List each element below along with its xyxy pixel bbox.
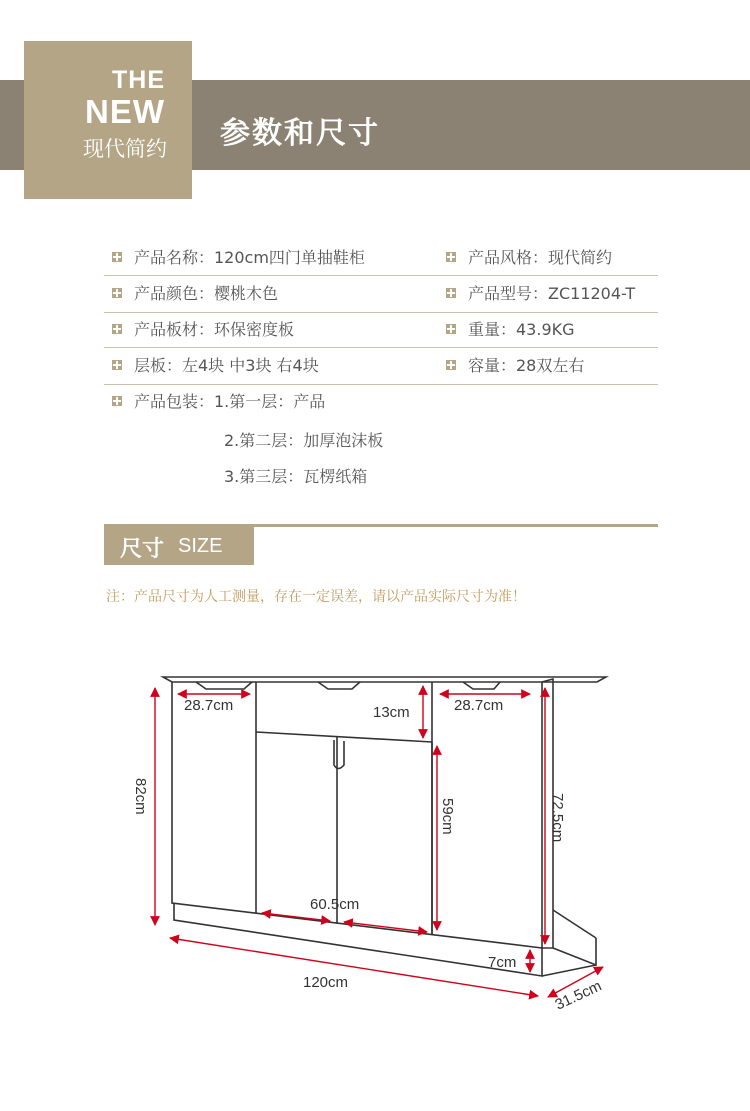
dim-label-left-door: 28.7cm [184,697,234,714]
spec-text: 产品型号：ZC11204-T [468,284,636,303]
cabinet-outline [163,677,606,976]
dim-label-total-width: 120cm [303,974,349,991]
dim-label-base: 7cm [488,954,517,971]
dim-label-total-height: 82cm [132,778,149,815]
page-title: 参数和尺寸 [220,116,380,151]
spec-text: 产品名称：120cm四门单抽鞋柜 [134,248,365,267]
size-title-cn: 尺寸 [120,537,165,562]
size-title-en: SIZE [178,535,223,557]
dim-label-drawer: 13cm [373,704,410,721]
packaging-line: 3.第三层：瓦楞纸箱 [224,467,368,486]
dim-label-right-door: 28.7cm [454,697,504,714]
packaging-label: 产品包装：1.第一层：产品 [134,392,326,411]
dimension-lines [155,686,603,997]
badge-subtitle: 现代简约 [83,137,167,161]
measurement-note: 注：产品尺寸为人工测量，存在一定误差，请以产品实际尺寸为准！ [106,589,526,605]
dim-label-body-height: 72.5cm [549,793,566,843]
badge-new: NEW [85,93,165,130]
spec-text: 容量：28双左右 [468,356,585,375]
spec-text: 层板：左4块 中3块 右4块 [134,356,319,375]
badge-the: THE [112,66,165,94]
dim-label-door-height: 59cm [439,798,456,835]
spec-text: 重量：43.9KG [468,320,575,339]
spec-text: 产品风格：现代简约 [468,248,613,267]
spec-text: 产品颜色：樱桃木色 [134,284,279,303]
dim-label-middle-width: 60.5cm [310,896,360,913]
spec-text: 产品板材：环保密度板 [134,320,295,339]
packaging-line: 2.第二层：加厚泡沫板 [224,431,384,450]
dim-label-depth: 31.5cm [552,977,605,1014]
